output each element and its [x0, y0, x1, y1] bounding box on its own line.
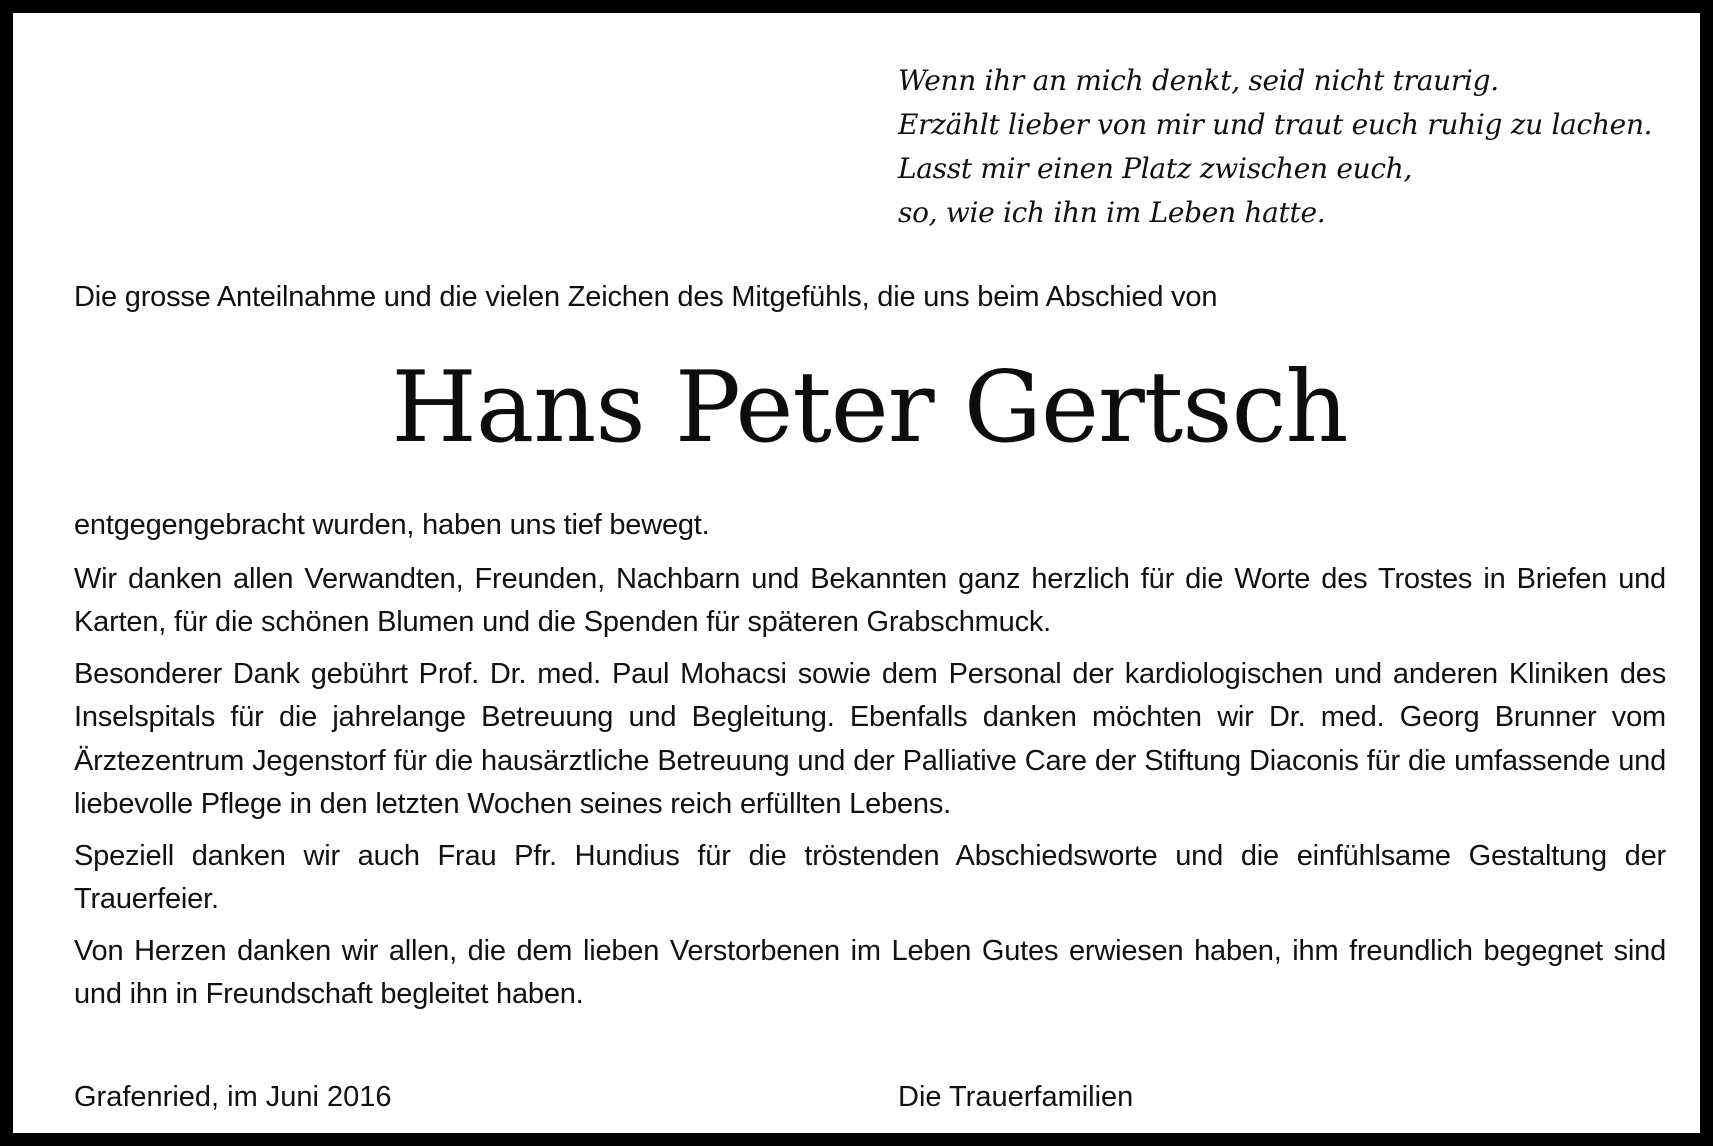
poem-block — [898, 59, 1678, 235]
paragraph: Besonderer Dank gebührt Prof. Dr. med. Paul Mohacsi sowie dem Personal der kardiologischen und anderen Kliniken des Inselspitals für die jahrelange Betreuung und Begleitung. Ebenfalls danken möchten wir Dr. med. Georg Brunner vom Ärztezentrum Jegenstorf für die hausärztliche Betreuung und der Palliative Care der Stiftung Diaconis für die umfassende und liebevolle Pflege in den letzten Wochen seines reich erfüllten Lebens. — [74, 657, 1666, 820]
paragraph: Wir danken allen Verwandten, Freunden, Nachbarn und Bekannten ganz herzlich für die Worte des Trostes in Briefen und Karten, für die schönen Blumen und die Spenden für späteren Grabschmuck. — [74, 562, 1666, 638]
intro-text: Die grosse Anteilnahme und die vielen Zeichen des Mitgefühls, die uns beim Abschied von — [74, 281, 1218, 313]
place-date: Grafenried, im Juni 2016 — [74, 1081, 392, 1113]
poem-line: Erzählt lieber von mir und traut euch ruhig zu lachen. — [898, 108, 1653, 141]
poem-line: Wenn ihr an mich denkt, seid nicht traurig. — [898, 64, 1499, 97]
paragraph: Von Herzen danken wir allen, die dem lieben Verstorbenen im Leben Gutes erwiesen haben, ihm freundlich begegnet sind und ihn in Freundschaft begleitet haben. — [74, 934, 1666, 1010]
poem-line: Lasst mir einen Platz zwischen euch, — [898, 152, 1413, 185]
deceased-name: Hans Peter Gertsch — [391, 351, 1348, 465]
body-text — [74, 504, 1666, 1025]
paragraph: Speziell danken wir auch Frau Pfr. Hundius für die tröstenden Abschiedsworte und die einfühlsame Gestaltung der Trauerfeier. — [74, 839, 1666, 915]
paragraph: entgegengebracht wurden, haben uns tief bewegt. — [74, 509, 710, 541]
poem-line: so, wie ich ihn im Leben hatte. — [898, 196, 1326, 229]
signature: Die Trauerfamilien — [898, 1081, 1134, 1113]
